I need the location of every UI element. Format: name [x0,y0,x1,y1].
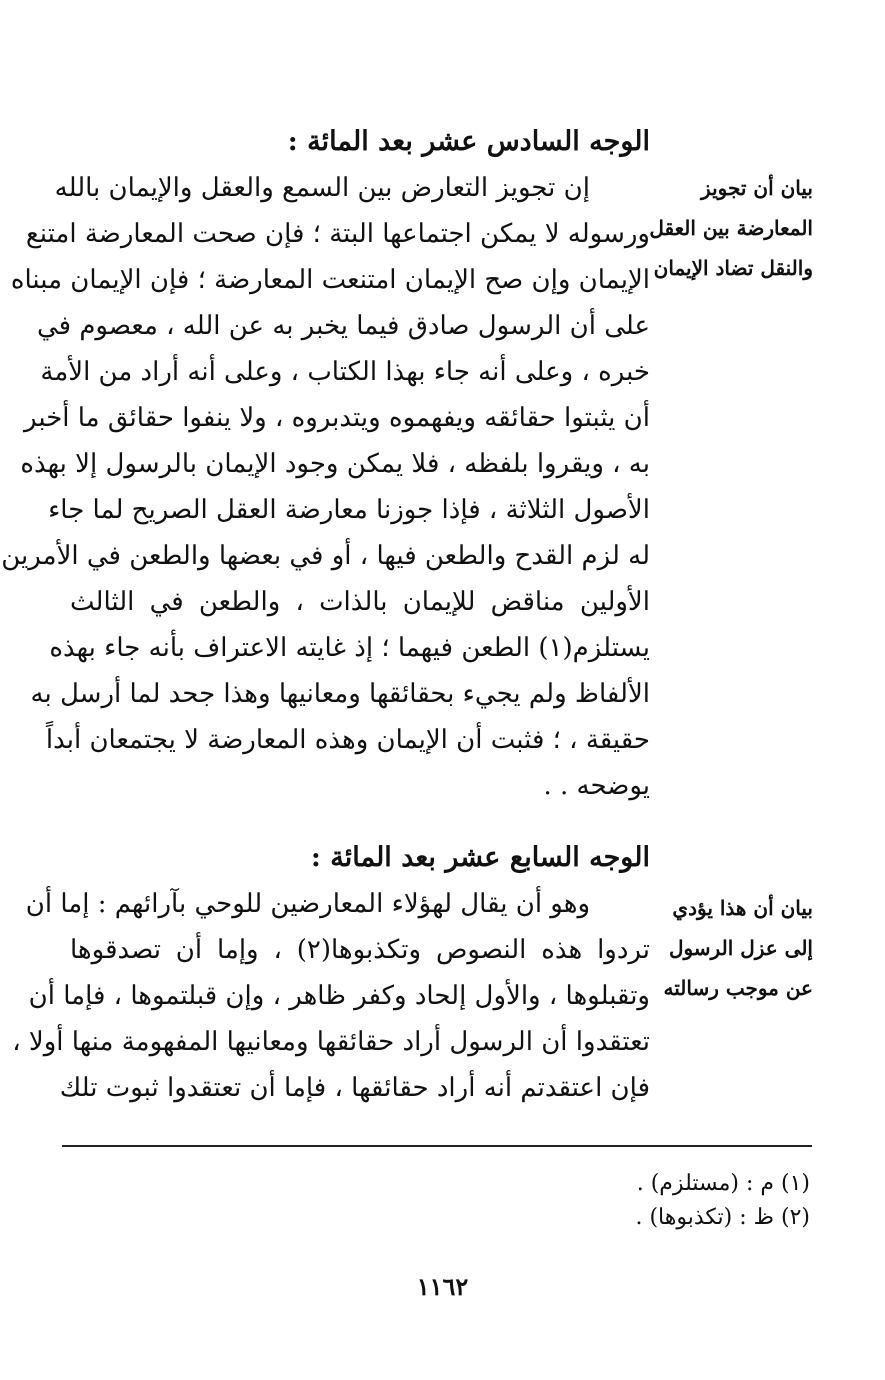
body-line: الأصول الثلاثة ، فإذا جوزنا معارضة العقل الصريح لما جاء [48,495,650,525]
side-note-17-line-2: إلى عزل الرسول [668,936,813,960]
body-line: الألفاظ ولم يجيء بحقائقها ومعانيها وهذا جحد لما أرسل به [30,679,650,709]
body-line: تعتقدوا أن الرسول أراد حقائقها ومعانيها المفهومة منها أولا ، [12,1027,650,1057]
body-line: إن تجويز التعارض بين السمع والعقل والإيمان بالله [54,173,590,203]
body-line: خبره ، وعلى أنه جاء بهذا الكتاب ، وعلى أنه أراد من الأمة [40,357,650,387]
body-line: ورسوله لا يمكن اجتماعها البتة ؛ فإن صحت المعارضة امتنع [25,219,650,249]
body-line: يوضحه . . [543,771,650,801]
body-line: له لزم القدح والطعن فيها ، أو في بعضها والطعن في الأمرين [1,541,650,571]
body-line: أن يثبتوا حقائقه ويفهموه ويتدبروه ، ولا ينفوا حقائق ما أخبر [24,403,650,433]
body-line: تردوا هذه النصوص وتكذبوها(٢) ، وإما أن تصدقوها [70,935,651,965]
side-note-16-line-1: بيان أن تجويز [701,176,813,200]
body-line: على أن الرسول صادق فيما يخبر به عن الله ، معصوم في [36,311,650,341]
body-line: فإن اعتقدتم أنه أراد حقائقها ، فإما أن تعتقدوا ثبوت تلك [59,1073,650,1103]
footnote-divider [62,1145,812,1147]
section-17-heading: الوجه السابع عشر بعد المائة : [310,842,650,873]
body-line: حقيقة ، ؛ فثبت أن الإيمان وهذه المعارضة لا يجتمعان أبداً [45,725,650,755]
side-note-17-line-1: بيان أن هذا يؤدي [672,896,813,920]
side-note-17-line-3: عن موجب رسالته [663,976,813,1000]
footnote-2: (٢) ظ : (تكذبوها) . [635,1205,810,1230]
body-line: الأولين مناقض للإيمان بالذات ، والطعن في الثالث [70,587,650,617]
body-line: يستلزم(١) الطعن فيهما ؛ إذ غايته الاعتراف بأنه جاء بهذه [49,633,650,663]
body-line: الإيمان وإن صح الإيمان امتنعت المعارضة ؛ فإن الإيمان مبناه [10,265,650,295]
side-note-16-line-2: المعارضة بين العقل [649,216,813,240]
page-number: ١١٦٢ [416,1272,469,1301]
footnote-1: (١) م : (مستلزم) . [636,1171,810,1196]
body-line: وهو أن يقال لهؤلاء المعارضين للوحي بآرائهم : إما أن [25,889,590,919]
body-line: وتقبلوها ، والأول إلحاد وكفر ظاهر ، وإن قبلتموها ، فإما أن [28,981,650,1011]
side-note-16-line-3: والنقل تضاد الإيمان [653,256,813,280]
section-16-heading: الوجه السادس عشر بعد المائة : [287,126,650,157]
body-line: به ، ويقروا بلفظه ، فلا يمكن وجود الإيمان بالرسول إلا بهذه [20,449,650,479]
